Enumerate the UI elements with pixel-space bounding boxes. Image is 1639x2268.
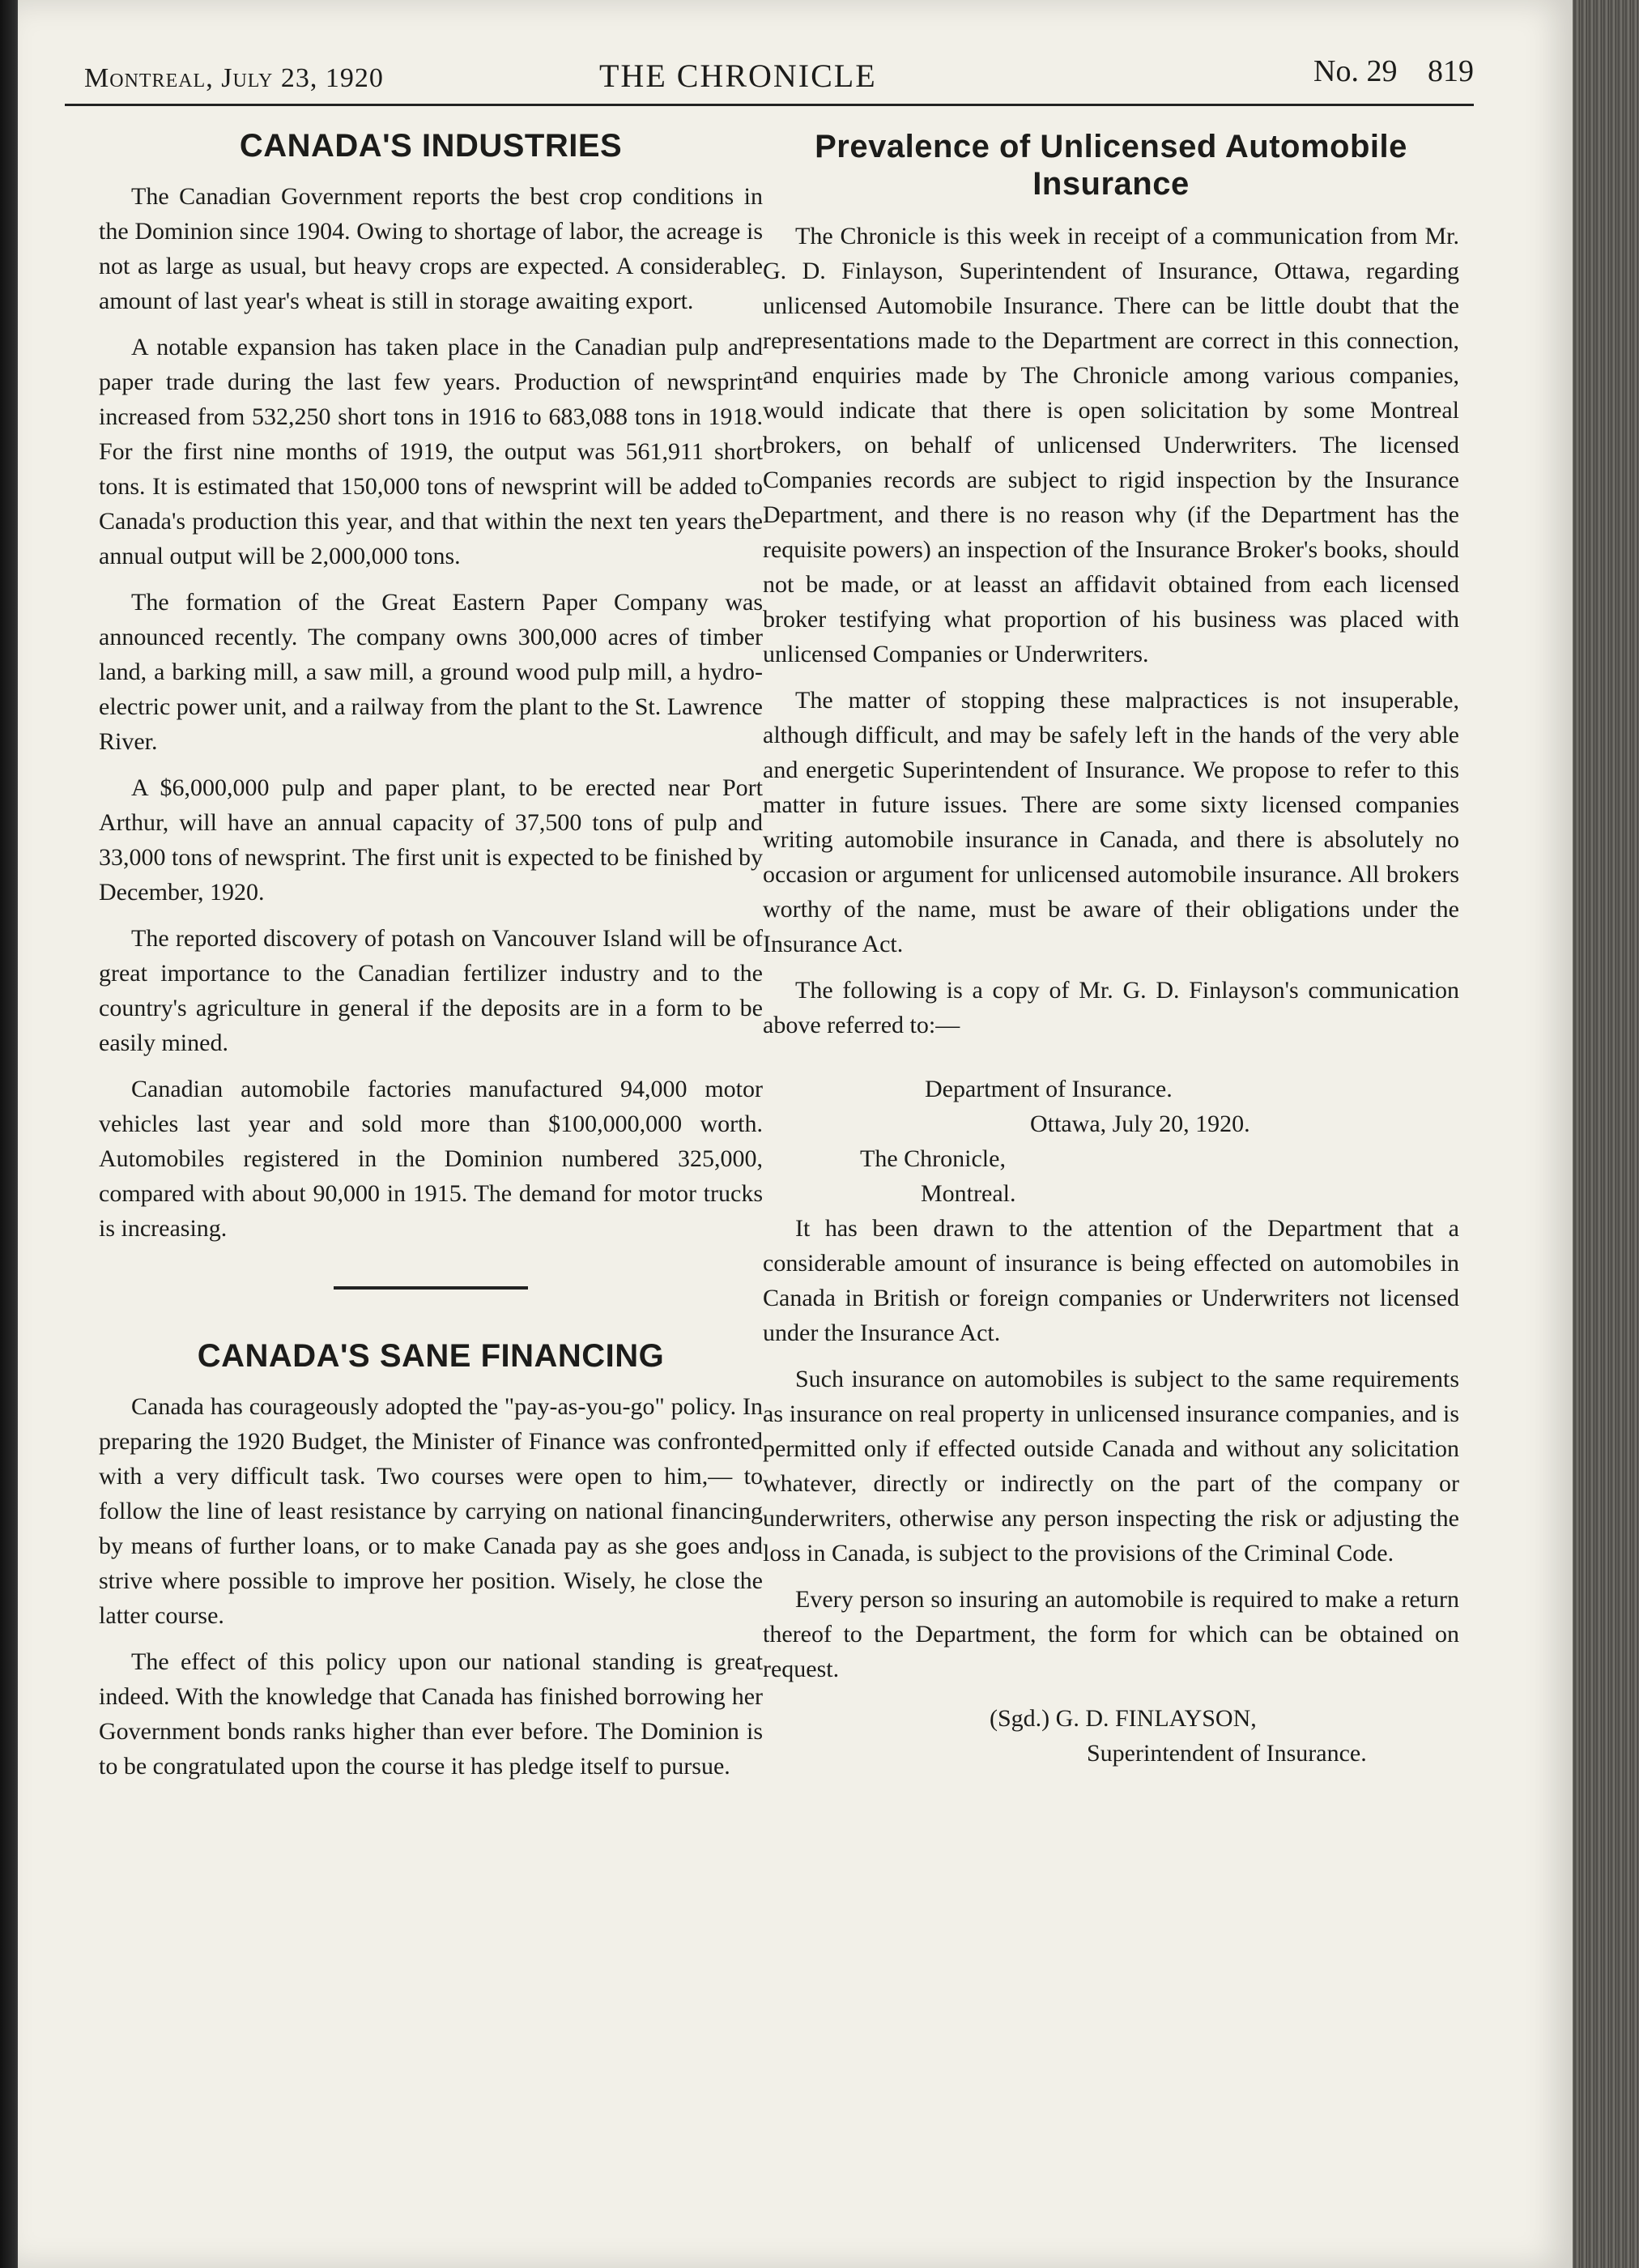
issue-info [1291, 53, 1474, 89]
insurance-heading [763, 128, 1459, 202]
letter-header [763, 1072, 1459, 1211]
page-edges [1573, 0, 1639, 2268]
letter-paragraph: It has been drawn to the attention of the Department that a considerable amount of insurance is being effected on automobiles in Canada in British or foreign companies or Underwriters not licensed under the Insurance Act. [763, 1215, 1459, 1346]
article-paragraph: A notable expansion has taken place in the Canadian pulp and paper trade during the last few years. Production of newsprint increased from 532,250 short tons in 1916 to 683,088 tons in 1918. For the first nine months of 1919, the output was 561,911 short tons. It is estimated that 150,000 tons of newsprint will be added to Canada's production this year, and that within the next ten years the annual output will be 2,000,000 tons. [99, 334, 763, 569]
page-number: 819 [1428, 54, 1474, 88]
insurance-heading-line2: Insurance [1032, 166, 1190, 202]
article-paragraph: The Chronicle is this week in receipt of a communication from Mr. G. D. Finlayson, Superintendent of Insurance, Ottawa, regarding unlicensed Automobile Insurance. There can be little doubt that the representations made to the Department are correct in this connection, and enquiries made by The Chronicle among various companies, would indicate that there is open solicitation by some Montreal brokers, on behalf of unlicensed Underwriters. The licensed Companies records are subject to rigid inspection by the Insurance Department, and there is no reason why (if the Department has the requisite powers) an inspection of the Insurance Broker's books, should not be made, or at leasst an affidavit obtained from each licensed broker testifying what proportion of his business was placed with unlicensed Companies or Underwriters. [763, 223, 1459, 667]
letter-place-date: Ottawa, July 20, 1920. [1030, 1111, 1250, 1137]
article-paragraph: Canada has courageously adopted the "pay-as-you-go" policy. In preparing the 1920 Budget, the Minister of Finance was confronted with a very difficult task. Two courses were open to him,— to follow the line of least resistance by carrying on national financing by means of further loans, or to make Canada pay as she goes and strive where possible to improve her position. Wisely, he close the latter course. [99, 1393, 763, 1629]
article-paragraph: The Canadian Government reports the best crop conditions in the Dominion since 1904. Owing to shortage of labor, the acreage is not as large as usual, but heavy crops are expected. A considerable amount of last year's wheat is still in storage awaiting export. [99, 183, 763, 314]
letter-signature-title: Superintendent of Insurance. [1087, 1740, 1367, 1767]
article-paragraph: The matter of stopping these malpractices is not insuperable, although difficult, and may be safely left in the hands of the very able and energetic Superintendent of Insurance. We propose to refer to this matter in future issues. There are some sixty licensed companies writing automobile insurance in Canada, and there is absolutely no occasion or argument for unlicensed automobile insurance. All brokers worthy of the name, must be aware of their obligations under the Insurance Act. [763, 687, 1459, 957]
article-paragraph: The formation of the Great Eastern Paper Company was announced recently. The company owns 300,000 acres of timber land, a barking mill, a saw mill, a ground wood pulp mill, a hydro-electric power unit, and a railway from the plant to the St. Lawrence River. [99, 589, 763, 755]
article-paragraph: The following is a copy of Mr. G. D. Finlayson's communication above referred to:— [763, 977, 1459, 1038]
publication-title: THE CHRONICLE [599, 58, 877, 94]
article-paragraph: The effect of this policy upon our national standing is great indeed. With the knowledge that Canada has finished borrowing her Government bonds ranks higher than ever before. The Dominion is to be congratulated upon the course it has pledge itself to pursue. [99, 1648, 763, 1780]
running-head [65, 47, 1474, 106]
industries-heading: CANADA'S INDUSTRIES [239, 128, 623, 164]
letter-paragraph: Such insurance on automobiles is subject to the same requirements as insurance on real property in unlicensed insurance companies, and is permitted only if effected outside Canada and without any solicitation whatever, directly or indirectly on the part of the company or underwriters, otherwise any person inspecting the risk or adjusting the loss in Canada, is subject to the provisions of the Criminal Code. [763, 1366, 1459, 1567]
newspaper-page [18, 0, 1573, 2268]
article-paragraph: Canadian automobile factories manufactured 94,000 motor vehicles last year and sold more than $100,000,000 worth. Automobiles registered in the Dominion numbered 325,000, compared with about 90,000 in 1915. The demand for motor trucks is increasing. [99, 1076, 763, 1242]
insurance-heading-line1: Prevalence of Unlicensed Automobile [815, 129, 1407, 164]
letter-signature: (Sgd.) G. D. FINLAYSON, [990, 1705, 1257, 1732]
article-paragraph: The reported discovery of potash on Vancouver Island will be of great importance to the Canadian fertilizer industry and to the country's agriculture in general if the deposits are in a form to be easily mined. [99, 925, 763, 1056]
article-paragraph: A $6,000,000 pulp and paper plant, to be erected near Port Arthur, will have an annual capacity of 37,500 tons of pulp and 33,000 tons of newsprint. The first unit is expected to be finished by December, 1920. [99, 774, 763, 906]
right-column [763, 122, 1459, 1771]
letter-addressee: The Chronicle, [860, 1145, 1006, 1172]
dateline: Montreal, July 23, 1920 [84, 63, 384, 93]
letter-addressee-city: Montreal. [921, 1180, 1016, 1207]
letter-paragraph: Every person so insuring an automobile is required to make a return thereof to the Department, the form for which can be obtained on request. [763, 1586, 1459, 1682]
section-divider [334, 1286, 528, 1290]
left-column [99, 122, 763, 1795]
issue-number: No. 29 [1313, 54, 1398, 88]
letter-department: Department of Insurance. [925, 1076, 1173, 1102]
financing-heading: CANADA'S SANE FINANCING [197, 1338, 665, 1374]
